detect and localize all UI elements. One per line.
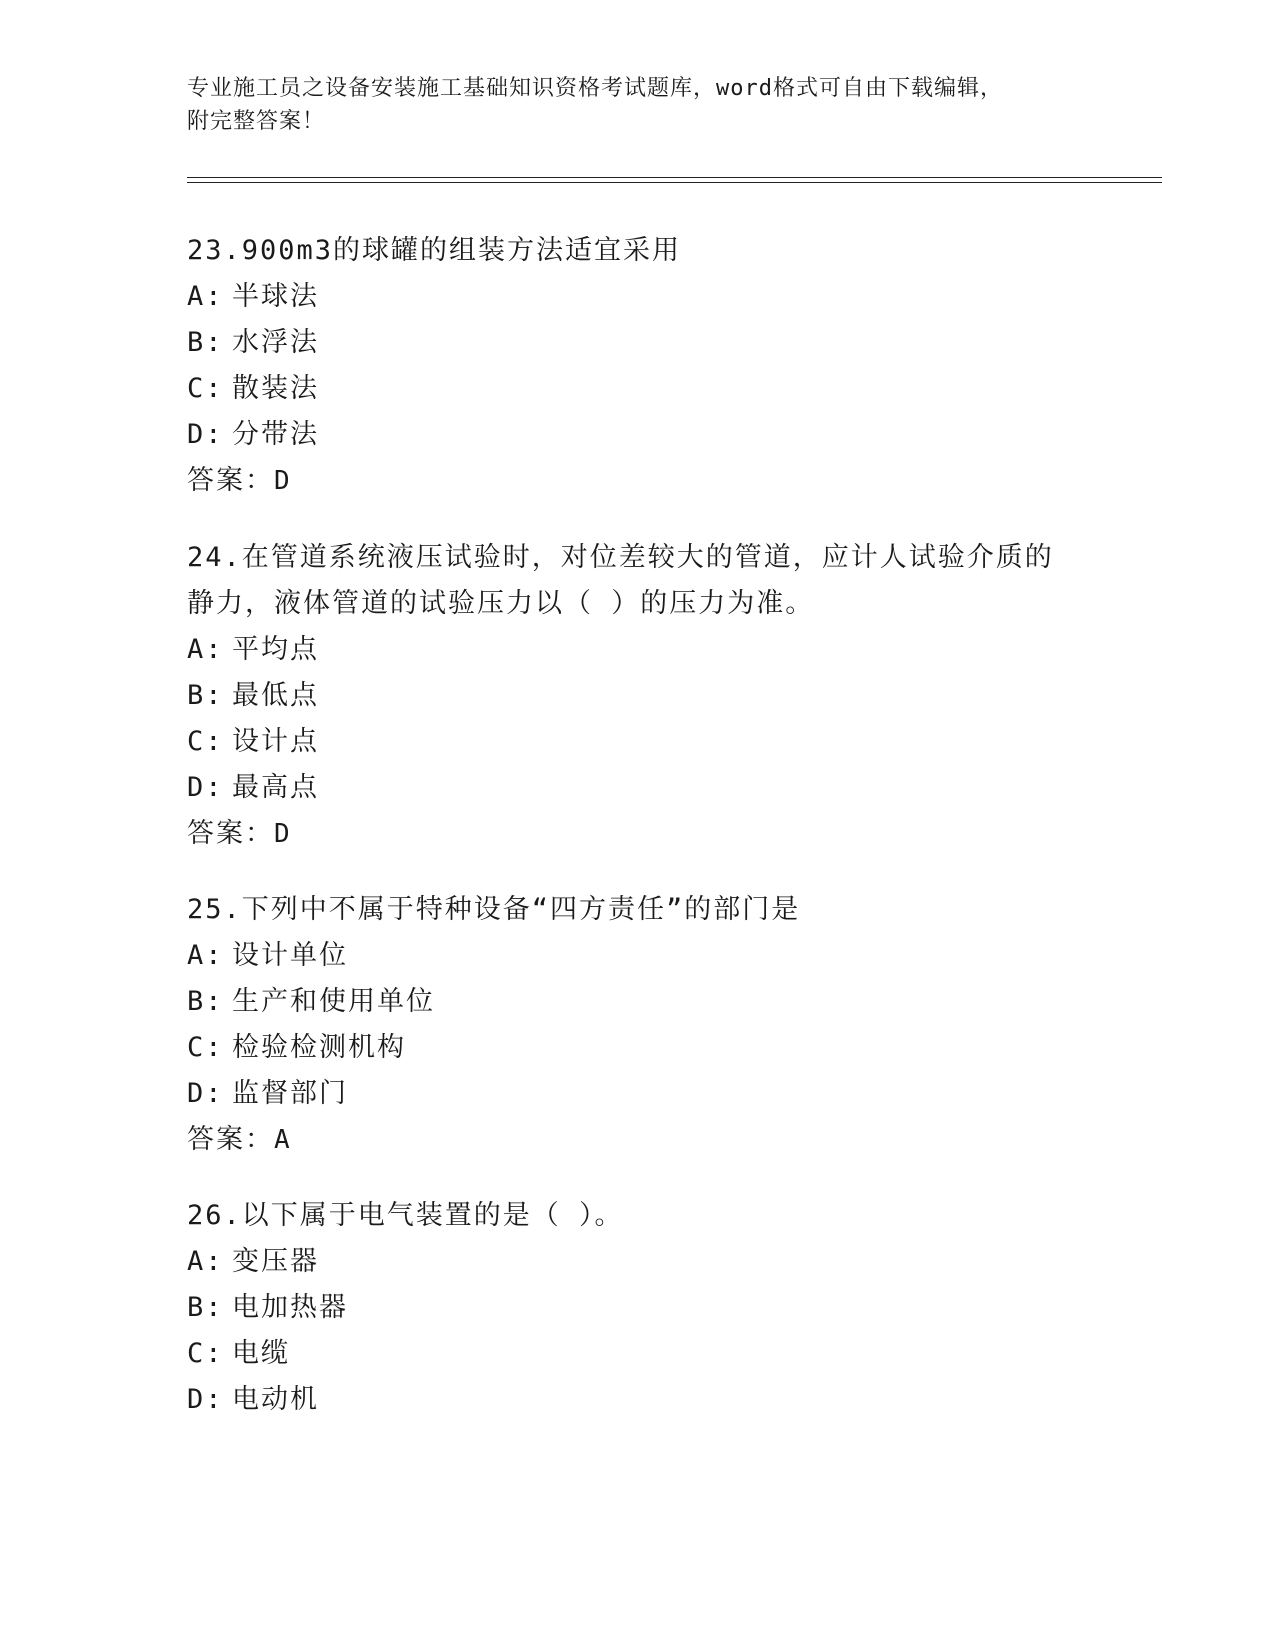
question-text: 24.在管道系统液压试验时，对位差较大的管道，应计人试验介质的静力，液体管道的试验压力以（ ）的压力为准。 (187, 542, 1054, 619)
option-text: 分带法 (232, 419, 319, 450)
option-key: C: (187, 1338, 224, 1369)
option-b (187, 979, 1087, 1025)
option-text: 检验检测机构 (232, 1032, 406, 1063)
header-line-1: 专业施工员之设备安装施工基础知识资格考试题库，word格式可自由下载编辑， (187, 76, 1003, 101)
option-b (187, 673, 1087, 719)
question-23 (187, 228, 1087, 504)
header-line-2: 附完整答案！ (187, 109, 326, 134)
option-key: B: (187, 1292, 224, 1323)
option-b (187, 1285, 1087, 1331)
option-key: B: (187, 327, 224, 358)
option-text: 电加热器 (232, 1292, 348, 1323)
option-a (187, 1239, 1087, 1285)
option-key: C: (187, 1032, 224, 1063)
option-text: 电动机 (232, 1384, 319, 1415)
answer-value: D (274, 819, 292, 849)
option-c (187, 719, 1087, 765)
header-divider-bottom (187, 182, 1162, 183)
question-24 (187, 535, 1087, 857)
header-divider-top (187, 177, 1162, 178)
answer-value: A (274, 1125, 292, 1155)
option-text: 最低点 (232, 680, 319, 711)
option-key: D: (187, 419, 224, 450)
option-text: 水浮法 (232, 327, 319, 358)
question-text: 23.900m3的球罐的组装方法适宜采用 (187, 235, 682, 266)
document-header (187, 72, 1087, 138)
option-text: 最高点 (232, 772, 319, 803)
option-text: 变压器 (232, 1246, 319, 1277)
question-26 (187, 1193, 1087, 1423)
option-text: 平均点 (232, 634, 319, 665)
option-key: D: (187, 1078, 224, 1109)
option-text: 监督部门 (232, 1078, 348, 1109)
answer-label: 答案： (187, 465, 274, 496)
option-d (187, 1377, 1087, 1423)
option-key: A: (187, 1246, 224, 1277)
question-text: 26.以下属于电气装置的是（ ）。 (187, 1200, 624, 1231)
option-text: 生产和使用单位 (232, 986, 435, 1017)
question-text: 25.下列中不属于特种设备“四方责任”的部门是 (187, 894, 801, 925)
option-key: D: (187, 1384, 224, 1415)
option-d (187, 765, 1087, 811)
question-25 (187, 887, 1087, 1163)
option-a (187, 627, 1087, 673)
option-c (187, 1331, 1087, 1377)
answer (187, 458, 1087, 504)
option-key: C: (187, 373, 224, 404)
option-d (187, 412, 1087, 458)
option-key: A: (187, 281, 224, 312)
option-key: D: (187, 772, 224, 803)
option-text: 设计点 (232, 726, 319, 757)
option-a (187, 274, 1087, 320)
option-text: 散装法 (232, 373, 319, 404)
option-key: B: (187, 986, 224, 1017)
option-a (187, 933, 1087, 979)
option-key: B: (187, 680, 224, 711)
option-text: 半球法 (232, 281, 319, 312)
option-key: C: (187, 726, 224, 757)
option-d (187, 1071, 1087, 1117)
option-b (187, 320, 1087, 366)
answer (187, 1117, 1087, 1163)
answer-value: D (274, 466, 292, 496)
option-key: A: (187, 634, 224, 665)
option-key: A: (187, 940, 224, 971)
answer (187, 811, 1087, 857)
option-c (187, 366, 1087, 412)
answer-label: 答案： (187, 818, 274, 849)
option-c (187, 1025, 1087, 1071)
option-text: 设计单位 (232, 940, 348, 971)
option-text: 电缆 (232, 1338, 290, 1369)
answer-label: 答案： (187, 1124, 274, 1155)
